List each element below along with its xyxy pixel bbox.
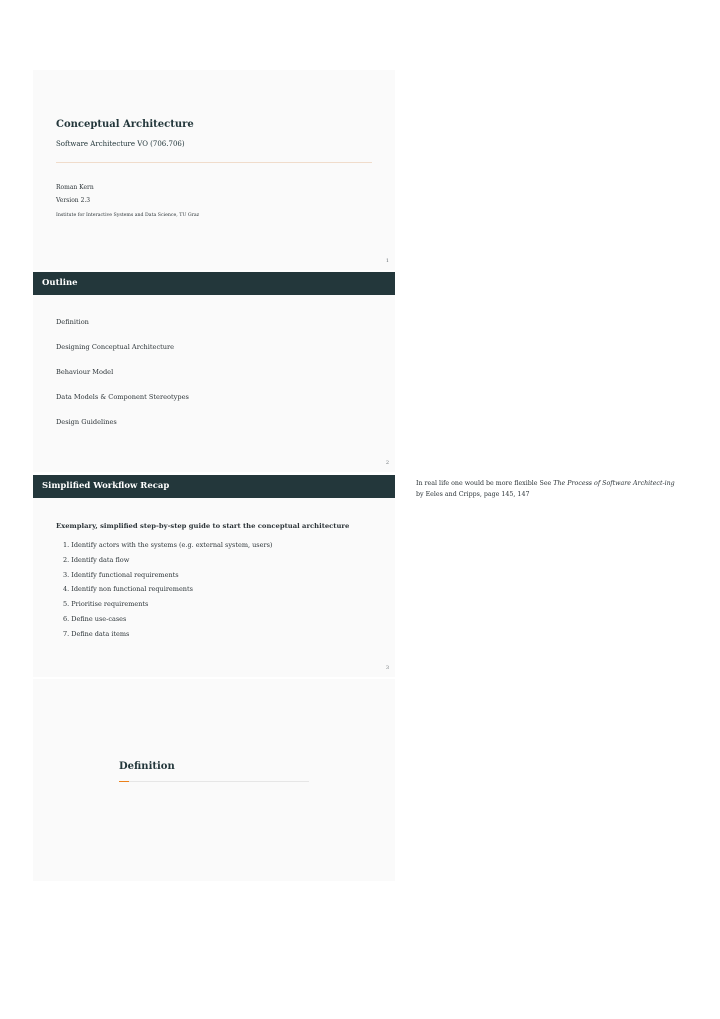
note-reference: by Eeles and Cripps, page 145, 147 bbox=[416, 491, 530, 498]
margin-note bbox=[416, 478, 676, 500]
page-number: 3 bbox=[385, 665, 389, 671]
version-label: Version 2.3 bbox=[56, 197, 91, 204]
institute-label: Institute for Interactive Systems and Data Science, TU Graz bbox=[56, 213, 200, 218]
title-slide bbox=[33, 70, 395, 270]
section-title: Definition bbox=[119, 761, 175, 772]
outline-item: Design Guidelines bbox=[56, 418, 117, 426]
author-name: Roman Kern bbox=[56, 184, 94, 191]
book-title: The Process of Software Architect-ing bbox=[553, 480, 675, 487]
outline-item: Data Models & Component Stereotypes bbox=[56, 393, 189, 401]
presentation-subtitle: Software Architecture VO (706.706) bbox=[56, 140, 185, 148]
list-item: 6. Define use-cases bbox=[63, 615, 127, 623]
outline-item: Behaviour Model bbox=[56, 368, 114, 376]
list-item: 5. Prioritise requirements bbox=[63, 600, 149, 608]
workflow-slide bbox=[33, 475, 395, 677]
slide-lead-text: Exemplary, simplified step-by-step guide to start the conceptual architecture bbox=[56, 522, 350, 530]
list-item: 7. Define data items bbox=[63, 630, 130, 638]
list-item: 3. Identify functional requirements bbox=[63, 571, 179, 579]
section-slide bbox=[33, 679, 395, 881]
page-number: 1 bbox=[385, 258, 389, 264]
section-progress-accent bbox=[119, 781, 129, 782]
title-divider bbox=[56, 162, 372, 163]
outline-item: Definition bbox=[56, 318, 89, 326]
slide-header: Simplified Workflow Recap bbox=[33, 475, 395, 498]
page-number: 2 bbox=[385, 460, 389, 466]
note-text: In real life one would be more flexible See bbox=[416, 480, 554, 487]
slide-header: Outline bbox=[33, 272, 395, 295]
presentation-title: Conceptual Architecture bbox=[56, 119, 194, 130]
outline-item: Designing Conceptual Architecture bbox=[56, 343, 175, 351]
list-item: 1. Identify actors with the systems (e.g. external system, users) bbox=[63, 541, 273, 549]
list-item: 2. Identify data flow bbox=[63, 556, 130, 564]
list-item: 4. Identify non functional requirements bbox=[63, 585, 193, 593]
outline-slide bbox=[33, 272, 395, 472]
section-divider bbox=[119, 781, 309, 782]
